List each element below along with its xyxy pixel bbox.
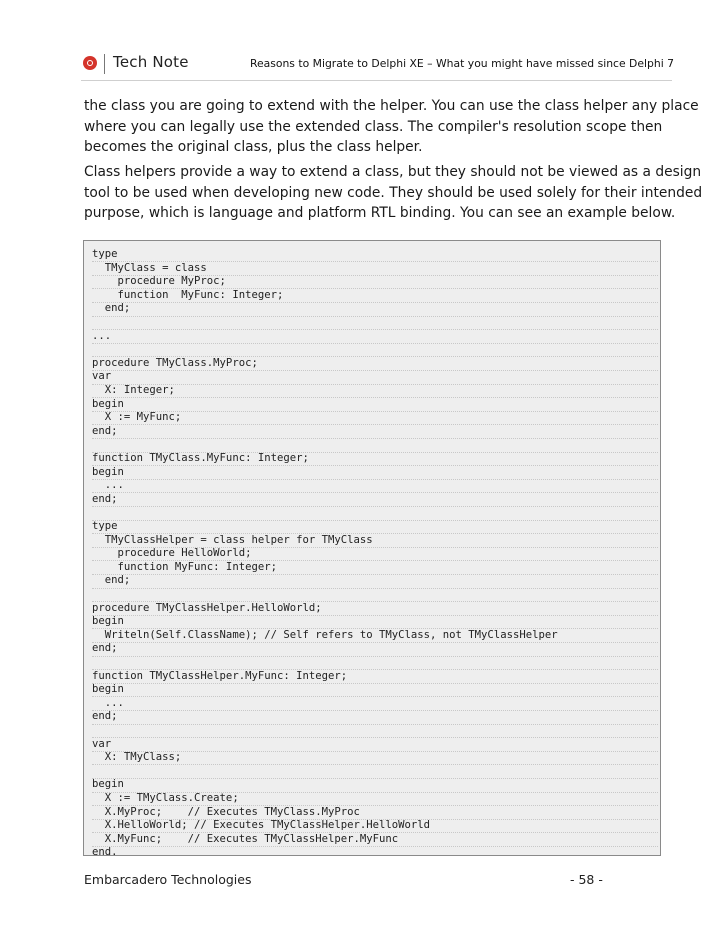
paragraph-line: becomes the original class, plus the class helper.	[84, 139, 423, 156]
code-line	[92, 343, 658, 357]
code-line: X := MyFunc;	[92, 411, 658, 425]
code-line: procedure HelloWorld;	[92, 547, 658, 561]
code-line: ...	[92, 479, 658, 493]
code-line: type	[92, 520, 658, 534]
code-line: end;	[92, 710, 658, 724]
code-line	[92, 506, 658, 520]
code-line: end;	[92, 302, 658, 316]
document-title: Reasons to Migrate to Delphi XE – What you might have missed since Delphi 7	[249, 57, 674, 70]
paragraph-line: purpose, which is language and platform RTL binding. You can see an example below.	[84, 205, 676, 222]
code-line: begin	[92, 778, 658, 792]
code-line: Writeln(Self.ClassName); // Self refers to TMyClass, not TMyClassHelper	[92, 629, 658, 643]
footer-page-number: - 58 -	[570, 872, 603, 887]
code-line: ...	[92, 330, 658, 344]
paragraph-line: Class helpers provide a way to extend a class, but they should not be viewed as a design	[84, 164, 702, 180]
code-line: X: TMyClass;	[92, 751, 658, 765]
code-line: var	[92, 738, 658, 752]
paragraph	[84, 96, 699, 158]
code-line: X.MyFunc; // Executes TMyClassHelper.MyFunc	[92, 833, 658, 847]
code-line: X.HelloWorld; // Executes TMyClassHelper.HelloWorld	[92, 819, 658, 833]
code-line: begin	[92, 466, 658, 480]
code-line: begin	[92, 615, 658, 629]
logo-divider	[104, 54, 105, 74]
paragraph-line: tool to be used when developing new code. They should be used solely for their intended	[84, 184, 703, 201]
code-line: function TMyClassHelper.MyFunc: Integer;	[92, 670, 658, 684]
code-line	[92, 438, 658, 452]
code-line: function MyFunc: Integer;	[92, 289, 658, 303]
embarcadero-logo-icon	[83, 56, 97, 70]
code-line: procedure TMyClass.MyProc;	[92, 357, 658, 371]
code-line: X.MyProc; // Executes TMyClass.MyProc	[92, 806, 658, 820]
code-line	[92, 724, 658, 738]
code-line: type	[92, 248, 658, 262]
paragraph-line: the class you are going to extend with the helper. You can use the class helper any place	[84, 98, 699, 114]
code-line	[92, 765, 658, 779]
paragraph-line: where you can legally use the extended class. The compiler's resolution scope then	[84, 118, 663, 135]
code-line: TMyClass = class	[92, 262, 658, 276]
code-line: function MyFunc: Integer;	[92, 561, 658, 575]
paragraph	[84, 162, 703, 224]
code-line: procedure TMyClassHelper.HelloWorld;	[92, 602, 658, 616]
code-line: X := TMyClass.Create;	[92, 792, 658, 806]
code-line: end;	[92, 642, 658, 656]
code-line: begin	[92, 683, 658, 697]
page-header	[0, 0, 728, 95]
header-divider	[81, 80, 672, 81]
code-line: end;	[92, 574, 658, 588]
code-line: end;	[92, 493, 658, 507]
code-line	[92, 588, 658, 602]
code-line: TMyClassHelper = class helper for TMyClass	[92, 534, 658, 548]
code-line: function TMyClass.MyFunc: Integer;	[92, 452, 658, 466]
footer-company: Embarcadero Technologies	[84, 872, 252, 887]
code-block	[83, 240, 661, 856]
code-line: begin	[92, 398, 658, 412]
code-line: end;	[92, 425, 658, 439]
logo-text: Tech Note	[113, 53, 189, 71]
code-line: end.	[92, 846, 658, 856]
code-line: procedure MyProc;	[92, 275, 658, 289]
code-line: X: Integer;	[92, 384, 658, 398]
code-line	[92, 656, 658, 670]
code-line	[92, 316, 658, 330]
code-line: var	[92, 370, 658, 384]
code-line: ...	[92, 697, 658, 711]
